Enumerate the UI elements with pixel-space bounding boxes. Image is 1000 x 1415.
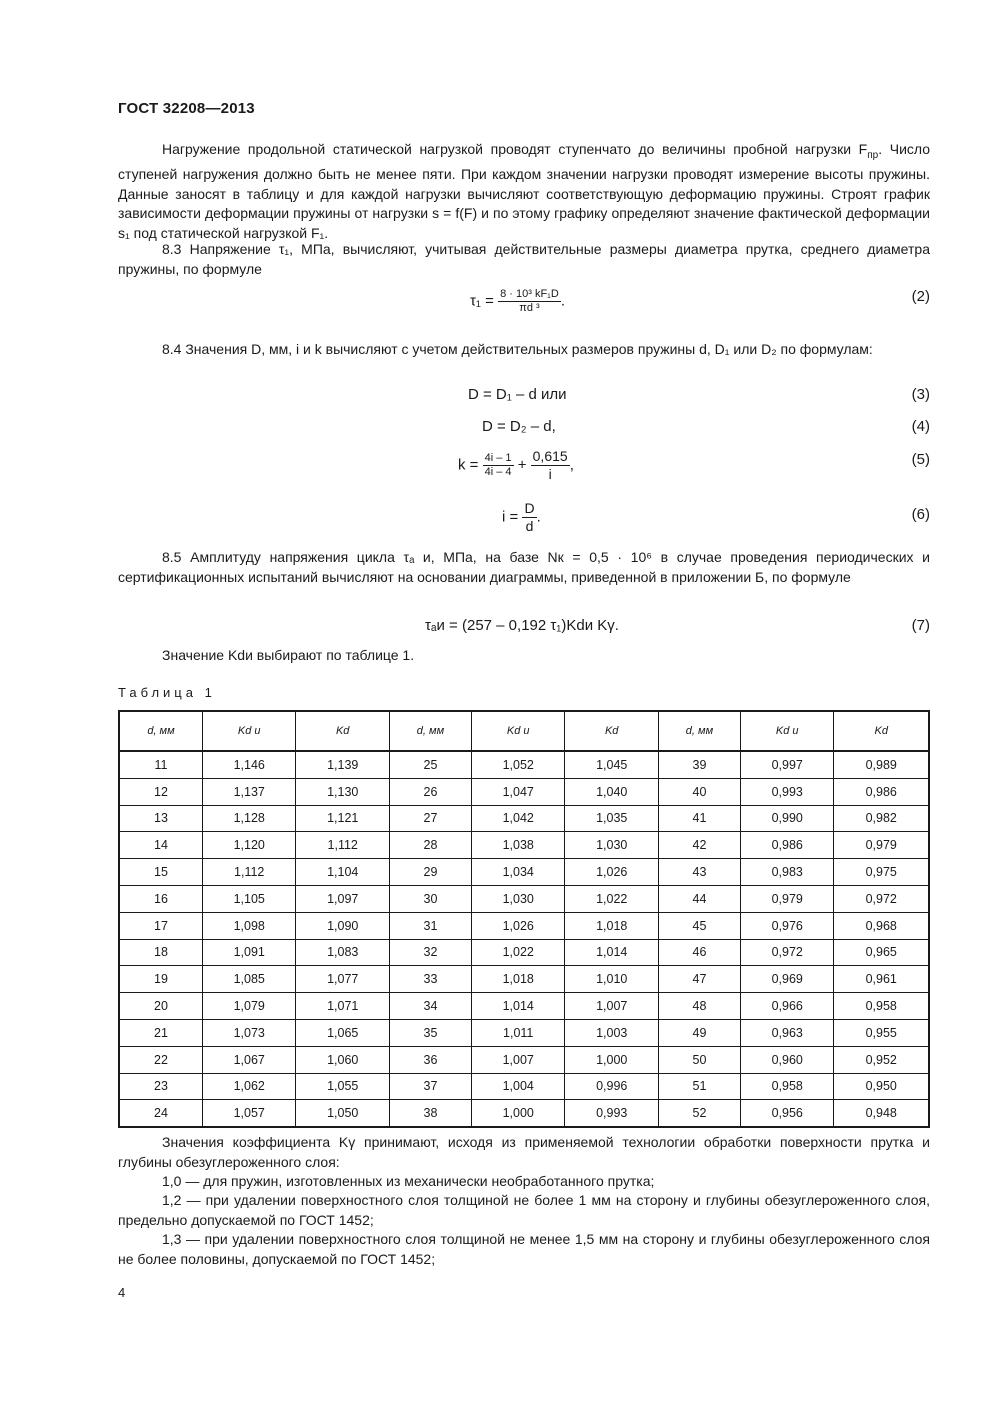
table-row bbox=[119, 805, 929, 832]
table-cell: 25 bbox=[389, 751, 471, 778]
formula-6-fraction bbox=[522, 500, 536, 535]
table-row bbox=[119, 912, 929, 939]
kgamma-item-1: 1,0 — для пружин, изготовленных из механически необработанного прутка; bbox=[162, 1173, 655, 1189]
table-cell: 0,997 bbox=[740, 751, 834, 778]
table-cell: 1,055 bbox=[296, 1073, 390, 1100]
table-cell: 1,018 bbox=[565, 912, 659, 939]
table-cell: 0,963 bbox=[740, 1019, 834, 1046]
table-row bbox=[119, 1046, 929, 1073]
table-row bbox=[119, 778, 929, 805]
table-cell: 23 bbox=[119, 1073, 202, 1100]
table-cell: 0,979 bbox=[834, 832, 929, 859]
paragraph-8-3: 8.3 Напряжение τ₁, МПа, вычисляют, учитывая действительные размеры диаметра прутка, среднего диаметра пружины, по формуле bbox=[118, 241, 930, 277]
table-cell: 33 bbox=[389, 966, 471, 993]
table-cell: 0,972 bbox=[740, 939, 834, 966]
table-cell: 12 bbox=[119, 778, 202, 805]
formula-5 bbox=[458, 448, 574, 483]
table-cell: 0,956 bbox=[740, 1100, 834, 1127]
table-cell: 21 bbox=[119, 1019, 202, 1046]
table-cell: 1,000 bbox=[471, 1100, 565, 1127]
formula-6-lhs: i = bbox=[502, 508, 519, 526]
table-row bbox=[119, 1100, 929, 1127]
table-cell: 0,958 bbox=[834, 993, 929, 1020]
table-header-cell: Kd и bbox=[202, 711, 296, 751]
table-cell: 0,975 bbox=[834, 859, 929, 886]
kgamma-item-3: 1,3 — при удалении поверхностного слоя толщиной не менее 1,5 мм на сторону и глубины обезуглероженного слоя не более половины, допускаемой по ГОСТ 1452; bbox=[118, 1231, 930, 1267]
table-cell: 17 bbox=[119, 912, 202, 939]
formula-2 bbox=[470, 288, 565, 315]
formula-5-lhs: k = bbox=[458, 456, 479, 474]
table-cell: 31 bbox=[389, 912, 471, 939]
table-cell: 1,073 bbox=[202, 1019, 296, 1046]
table-cell: 1,090 bbox=[296, 912, 390, 939]
formula-6-tail: . bbox=[536, 508, 541, 526]
table-cell: 0,955 bbox=[834, 1019, 929, 1046]
formula-2-tail: . bbox=[560, 292, 565, 310]
table-row bbox=[119, 1019, 929, 1046]
table-cell: 1,022 bbox=[565, 885, 659, 912]
table-cell: 0,965 bbox=[834, 939, 929, 966]
table-cell: 27 bbox=[389, 805, 471, 832]
formula-3-number: (3) bbox=[911, 386, 930, 403]
table-cell: 50 bbox=[658, 1046, 740, 1073]
table-row bbox=[119, 1073, 929, 1100]
table-cell: 49 bbox=[658, 1019, 740, 1046]
table-cell: 1,003 bbox=[565, 1019, 659, 1046]
table-cell: 1,007 bbox=[471, 1046, 565, 1073]
formula-7: τₐи = (257 – 0,192 τ₁)Kdи Kγ. bbox=[425, 617, 619, 634]
table-cell: 1,097 bbox=[296, 885, 390, 912]
table-cell: 0,950 bbox=[834, 1073, 929, 1100]
page-number: 4 bbox=[118, 1285, 126, 1300]
table-cell: 26 bbox=[389, 778, 471, 805]
table-cell: 37 bbox=[389, 1073, 471, 1100]
table-cell: 0,960 bbox=[740, 1046, 834, 1073]
table-cell: 34 bbox=[389, 993, 471, 1020]
table-cell: 19 bbox=[119, 966, 202, 993]
table-cell: 1,085 bbox=[202, 966, 296, 993]
table-header-row bbox=[119, 711, 929, 751]
formula-6-denominator: d bbox=[525, 518, 534, 534]
table-cell: 1,035 bbox=[565, 805, 659, 832]
table-cell: 43 bbox=[658, 859, 740, 886]
table-header-cell: Kd и bbox=[471, 711, 565, 751]
kgamma-item-2: 1,2 — при удалении поверхностного слоя толщиной не более 1 мм на сторону и глубины обезуглероженного слоя, предельно допускаемой по ГОСТ 1452; bbox=[118, 1192, 930, 1228]
table-cell: 0,986 bbox=[834, 778, 929, 805]
formula-5-tail: , bbox=[569, 456, 574, 474]
table-cell: 29 bbox=[389, 859, 471, 886]
table-cell: 0,972 bbox=[834, 885, 929, 912]
table-cell: 52 bbox=[658, 1100, 740, 1127]
table-cell: 0,993 bbox=[740, 778, 834, 805]
table-cell: 1,042 bbox=[471, 805, 565, 832]
table-cell: 0,996 bbox=[565, 1073, 659, 1100]
table-cell: 1,018 bbox=[471, 966, 565, 993]
table-cell: 1,007 bbox=[565, 993, 659, 1020]
table-cell: 14 bbox=[119, 832, 202, 859]
table-header-cell: Kd bbox=[296, 711, 390, 751]
formula-5-numerator-1: 4i – 1 bbox=[484, 452, 512, 464]
para1-text: Нагружение продольной статической нагрузкой проводят ступенчато до величины пробной нагрузки F bbox=[162, 141, 868, 157]
table-row bbox=[119, 966, 929, 993]
table-cell: 32 bbox=[389, 939, 471, 966]
coefficients-table bbox=[118, 710, 930, 1128]
table-header-cell: Kd bbox=[834, 711, 929, 751]
table-cell: 1,060 bbox=[296, 1046, 390, 1073]
table-caption: Таблица 1 bbox=[118, 685, 216, 700]
formula-5-denominator-2: i bbox=[548, 466, 552, 482]
table-row bbox=[119, 885, 929, 912]
table-cell: 1,071 bbox=[296, 993, 390, 1020]
table-cell: 1,065 bbox=[296, 1019, 390, 1046]
table-cell: 0,983 bbox=[740, 859, 834, 886]
formula-4: D = D₂ – d, bbox=[482, 418, 556, 435]
formula-2-lhs: τ₁ = bbox=[470, 292, 494, 310]
table-cell: 24 bbox=[119, 1100, 202, 1127]
table-cell: 0,979 bbox=[740, 885, 834, 912]
table-row bbox=[119, 859, 929, 886]
table-cell: 1,121 bbox=[296, 805, 390, 832]
table-cell: 51 bbox=[658, 1073, 740, 1100]
table-cell: 0,990 bbox=[740, 805, 834, 832]
table-cell: 1,004 bbox=[471, 1073, 565, 1100]
table-cell: 1,091 bbox=[202, 939, 296, 966]
formula-2-denominator: πd ³ bbox=[519, 302, 540, 314]
table-cell: 1,112 bbox=[202, 859, 296, 886]
table-cell: 1,105 bbox=[202, 885, 296, 912]
table-cell: 1,077 bbox=[296, 966, 390, 993]
table-cell: 39 bbox=[658, 751, 740, 778]
table-cell: 1,120 bbox=[202, 832, 296, 859]
formula-5-number: (5) bbox=[911, 451, 930, 468]
table-cell: 11 bbox=[119, 751, 202, 778]
table-header-cell: Kd bbox=[565, 711, 659, 751]
formula-5-numerator-2: 0,615 bbox=[532, 448, 568, 464]
table-header-cell: d, мм bbox=[119, 711, 202, 751]
table-cell: 1,139 bbox=[296, 751, 390, 778]
formula-5-plus: + bbox=[517, 456, 527, 474]
table-cell: 1,067 bbox=[202, 1046, 296, 1073]
table-cell: 0,989 bbox=[834, 751, 929, 778]
table-cell: 1,057 bbox=[202, 1100, 296, 1127]
table-cell: 1,137 bbox=[202, 778, 296, 805]
table-row bbox=[119, 832, 929, 859]
table-cell: 1,130 bbox=[296, 778, 390, 805]
formula-6 bbox=[502, 500, 541, 535]
formula-3: D = D₁ – d или bbox=[468, 386, 567, 403]
table-cell: 0,982 bbox=[834, 805, 929, 832]
formula-5-fraction-1 bbox=[483, 452, 514, 479]
paragraph-8-5: 8.5 Амплитуду напряжения цикла τₐ и, МПа, на базе Nк = 0,5 · 10⁶ в случае проведения периодических и сертификационных испытаний вычисляют на основании диаграммы, приведенной в приложении Б, по формуле bbox=[118, 549, 930, 585]
table-row bbox=[119, 939, 929, 966]
table-cell: 47 bbox=[658, 966, 740, 993]
formula-2-number: (2) bbox=[911, 288, 930, 305]
table-cell: 1,062 bbox=[202, 1073, 296, 1100]
table-cell: 1,026 bbox=[471, 912, 565, 939]
kdi-note: Значение Kdи выбирают по таблице 1. bbox=[162, 647, 415, 663]
table-cell: 1,083 bbox=[296, 939, 390, 966]
table-cell: 0,948 bbox=[834, 1100, 929, 1127]
table-cell: 1,038 bbox=[471, 832, 565, 859]
table-cell: 1,047 bbox=[471, 778, 565, 805]
table-cell: 22 bbox=[119, 1046, 202, 1073]
table-cell: 1,030 bbox=[471, 885, 565, 912]
table-cell: 18 bbox=[119, 939, 202, 966]
table-row bbox=[119, 751, 929, 778]
formula-6-numerator: D bbox=[524, 500, 535, 516]
table-cell: 0,966 bbox=[740, 993, 834, 1020]
table-cell: 0,969 bbox=[740, 966, 834, 993]
table-cell: 1,011 bbox=[471, 1019, 565, 1046]
table-cell: 0,968 bbox=[834, 912, 929, 939]
table-cell: 30 bbox=[389, 885, 471, 912]
table-cell: 38 bbox=[389, 1100, 471, 1127]
table-cell: 1,112 bbox=[296, 832, 390, 859]
table-cell: 1,045 bbox=[565, 751, 659, 778]
table-cell: 1,000 bbox=[565, 1046, 659, 1073]
table-cell: 1,034 bbox=[471, 859, 565, 886]
kgamma-paragraph: Значения коэффициента Kγ принимают, исходя из применяемой технологии обработки поверхности прутка и глубины обезуглероженного слоя: bbox=[118, 1134, 930, 1170]
table-cell: 1,146 bbox=[202, 751, 296, 778]
table-cell: 35 bbox=[389, 1019, 471, 1046]
table-cell: 1,128 bbox=[202, 805, 296, 832]
table-cell: 15 bbox=[119, 859, 202, 886]
formula-7-number: (7) bbox=[911, 617, 930, 634]
formula-2-numerator: 8 · 10³ kF₁D bbox=[500, 288, 559, 300]
table-cell: 1,050 bbox=[296, 1100, 390, 1127]
table-cell: 48 bbox=[658, 993, 740, 1020]
table-cell: 1,010 bbox=[565, 966, 659, 993]
table-cell: 46 bbox=[658, 939, 740, 966]
table-cell: 44 bbox=[658, 885, 740, 912]
table-cell: 0,976 bbox=[740, 912, 834, 939]
table-cell: 1,098 bbox=[202, 912, 296, 939]
table-cell: 28 bbox=[389, 832, 471, 859]
table-cell: 1,030 bbox=[565, 832, 659, 859]
table-cell: 45 bbox=[658, 912, 740, 939]
table-cell: 0,961 bbox=[834, 966, 929, 993]
table-cell: 1,014 bbox=[565, 939, 659, 966]
table-cell: 1,014 bbox=[471, 993, 565, 1020]
table-header-cell: d, мм bbox=[658, 711, 740, 751]
table-cell: 40 bbox=[658, 778, 740, 805]
paragraph-8-4: 8.4 Значения D, мм, i и k вычисляют с учетом действительных размеров пружины d, D₁ или D₂ по формулам: bbox=[162, 341, 873, 357]
formula-5-fraction-2 bbox=[531, 448, 570, 483]
table-cell: 41 bbox=[658, 805, 740, 832]
table-cell: 13 bbox=[119, 805, 202, 832]
doc-header: ГОСТ 32208—2013 bbox=[118, 100, 255, 117]
table-cell: 1,026 bbox=[565, 859, 659, 886]
formula-2-fraction bbox=[498, 288, 561, 315]
table-cell: 1,052 bbox=[471, 751, 565, 778]
paragraph-loading bbox=[118, 140, 930, 243]
table-cell: 0,986 bbox=[740, 832, 834, 859]
table-header-cell: Kd и bbox=[740, 711, 834, 751]
table-cell: 20 bbox=[119, 993, 202, 1020]
formula-4-number: (4) bbox=[911, 418, 930, 435]
table-cell: 0,952 bbox=[834, 1046, 929, 1073]
para1-sub: пр bbox=[867, 149, 879, 161]
table-cell: 0,958 bbox=[740, 1073, 834, 1100]
table-cell: 1,104 bbox=[296, 859, 390, 886]
table-header-cell: d, мм bbox=[389, 711, 471, 751]
table-row bbox=[119, 993, 929, 1020]
table-cell: 16 bbox=[119, 885, 202, 912]
formula-5-denominator-1: 4i – 4 bbox=[484, 466, 512, 478]
table-cell: 1,040 bbox=[565, 778, 659, 805]
formula-6-number: (6) bbox=[911, 506, 930, 523]
table-cell: 36 bbox=[389, 1046, 471, 1073]
table-cell: 1,079 bbox=[202, 993, 296, 1020]
table-cell: 1,022 bbox=[471, 939, 565, 966]
table-cell: 0,993 bbox=[565, 1100, 659, 1127]
table-cell: 42 bbox=[658, 832, 740, 859]
para1-rest: . Число ступеней нагружения должно быть не менее пяти. При каждом значении нагрузки проводят измерение высоты пружины. Данные заносят в таблицу и для каждой нагрузки вычисляют соответствующую деформацию пружины. Строят график зависимости деформации пружины от нагрузки s = f(F) и по этому графику определяют значение фактической деформации s₁ под статической нагрузкой F₁. bbox=[118, 141, 931, 241]
